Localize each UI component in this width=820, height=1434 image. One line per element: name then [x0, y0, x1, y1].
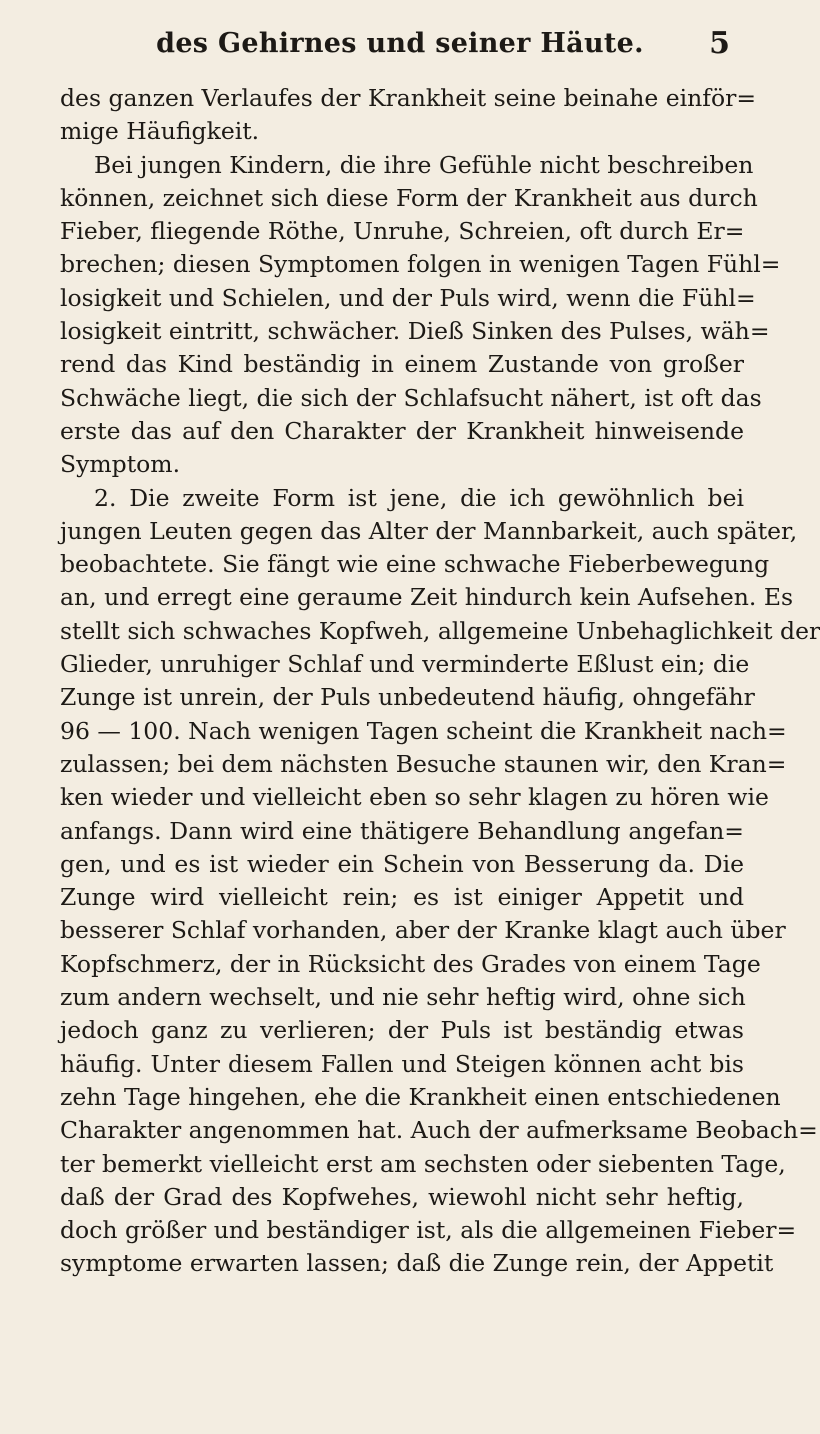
- page-header: [60, 22, 740, 70]
- text-line: Symptom.: [60, 450, 181, 479]
- text-line: Zunge ist unrein, der Puls unbedeutend häufig, ohngefähr: [60, 683, 755, 712]
- text-line: Kopfschmerz, der in Rücksicht des Grades von einem Tage: [60, 949, 761, 978]
- text-line: daß der Grad des Kopfwehes, wiewohl nicht sehr heftig,: [60, 1182, 744, 1211]
- text-line: beobachtete. Sie fängt wie eine schwache Fieberbewegung: [60, 550, 770, 579]
- text-line: doch größer und beständiger ist, als die allgemeinen Fieber=: [60, 1216, 797, 1245]
- text-line: Schwäche liegt, die sich der Schlafsucht nähert, ist oft das: [60, 383, 762, 412]
- page-number: 5: [709, 26, 730, 61]
- text-line: brechen; diesen Symptomen folgen in wenigen Tagen Fühl=: [60, 250, 781, 279]
- text-line: Zunge wird vielleicht rein; es ist einiger Appetit und: [60, 883, 744, 912]
- body-text: [60, 82, 820, 1281]
- text-line: mige Häufigkeit.: [60, 117, 260, 146]
- text-line: erste das auf den Charakter der Krankheit hinweisende: [60, 416, 744, 445]
- text-line: Bei jungen Kindern, die ihre Gefühle nicht beschreiben: [94, 150, 754, 179]
- text-line: an, und erregt eine geraume Zeit hindurch kein Aufsehen. Es: [60, 583, 794, 612]
- text-line: häufig. Unter diesem Fallen und Steigen können acht bis: [60, 1049, 744, 1078]
- text-line: besserer Schlaf vorhanden, aber der Kranke klagt auch über: [60, 916, 786, 945]
- text-line: losigkeit und Schielen, und der Puls wird, wenn die Fühl=: [60, 283, 756, 312]
- text-line: losigkeit eintritt, schwächer. Dieß Sinken des Pulses, wäh=: [60, 317, 770, 346]
- text-line: zum andern wechselt, und nie sehr heftig wird, ohne sich: [60, 983, 746, 1012]
- text-line: Fieber, fliegende Röthe, Unruhe, Schreien, oft durch Er=: [60, 217, 745, 246]
- text-line: 2. Die zweite Form ist jene, die ich gewöhnlich bei: [94, 483, 744, 512]
- text-line: gen, und es ist wieder ein Schein von Besserung da. Die: [60, 849, 744, 878]
- text-line: rend das Kind beständig in einem Zustande von großer: [60, 350, 744, 379]
- text-line: des ganzen Verlaufes der Krankheit seine beinahe einför=: [60, 84, 757, 112]
- text-line: Charakter angenommen hat. Auch der aufmerksame Beobach=: [60, 1116, 818, 1145]
- text-line: zulassen; bei dem nächsten Besuche staunen wir, den Kran=: [60, 749, 787, 778]
- text-line: jedoch ganz zu verlieren; der Puls ist beständig etwas: [60, 1016, 744, 1045]
- text-line: Glieder, unruhiger Schlaf und verminderte Eßlust ein; die: [60, 650, 750, 679]
- text-line: anfangs. Dann wird eine thätigere Behandlung angefan=: [60, 816, 744, 845]
- text-line: symptome erwarten lassen; daß die Zunge rein, der Appetit: [60, 1249, 774, 1278]
- text-line: jungen Leuten gegen das Alter der Mannbarkeit, auch später,: [60, 516, 798, 545]
- running-head: des Gehirnes und seiner Häute.: [156, 28, 644, 59]
- text-line: zehn Tage hingehen, ehe die Krankheit einen entschiedenen: [60, 1082, 781, 1111]
- text-line: ter bemerkt vielleicht erst am sechsten oder siebenten Tage,: [60, 1149, 786, 1178]
- text-line: 96 — 100. Nach wenigen Tagen scheint die Krankheit nach=: [60, 716, 787, 745]
- text-line: ken wieder und vielleicht eben so sehr klagen zu hören wie: [60, 783, 769, 812]
- text-line: können, zeichnet sich diese Form der Krankheit aus durch: [60, 183, 758, 212]
- text-line: stellt sich schwaches Kopfweh, allgemeine Unbehaglichkeit der: [60, 616, 820, 645]
